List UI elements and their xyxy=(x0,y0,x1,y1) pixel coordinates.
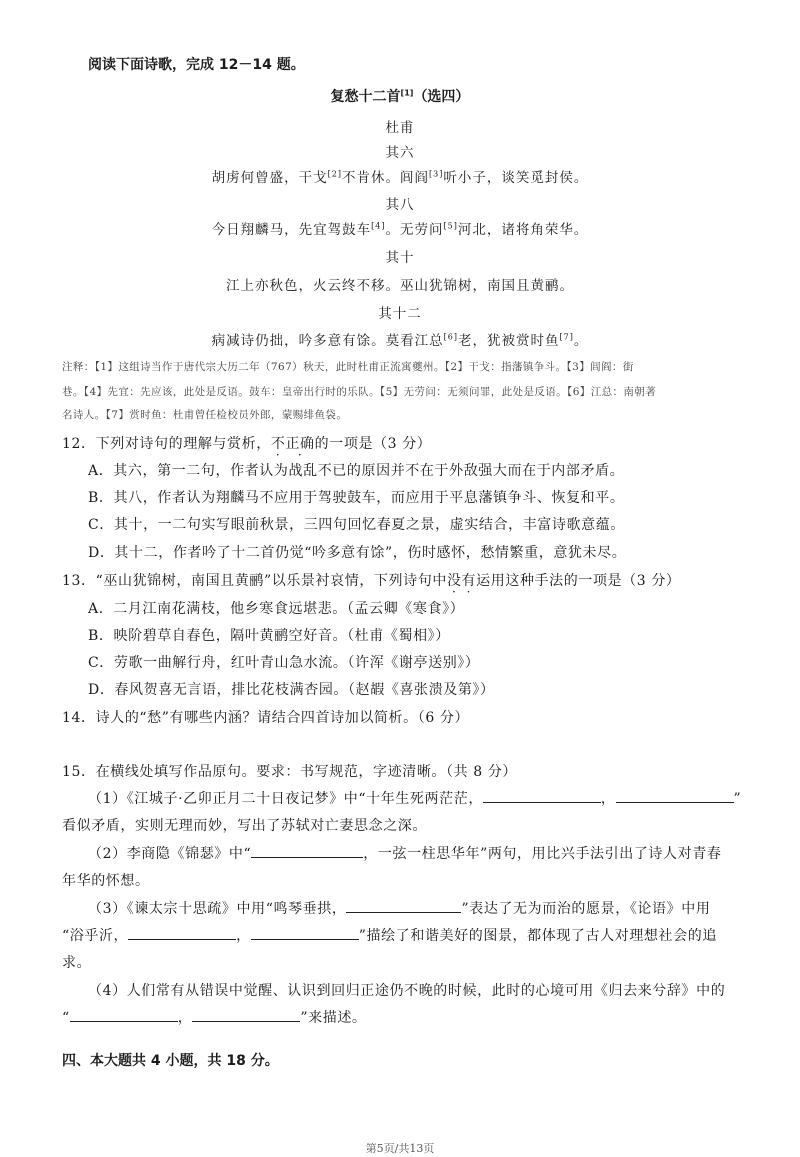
question-15-item-1: （1）《江城子·乙卯正月二十日夜记梦》中“十年生死两茫茫， ， ” xyxy=(88,788,741,808)
poem-title: 复愁十二首[1]（选四） xyxy=(330,88,470,105)
answer-blank[interactable] xyxy=(192,1007,300,1022)
question-15-item-4-cont: “ ， ”来描述。 xyxy=(62,1007,367,1027)
section-heading: 其十 xyxy=(385,250,415,266)
answer-blank[interactable] xyxy=(483,788,601,803)
question-13-stem: 13．“巫山犹锦树，南国且黄鹂”以乐景衬哀情，下列诗句中没有运用这种手法的一项是（3 分） xyxy=(62,573,681,589)
question-13-option-d: D．春风贺喜无言语，排比花枝满杏园。（赵嘏《喜张溃及第》） xyxy=(88,682,495,698)
question-13-option-b: B．映阶碧草自春色，隔叶黄鹂空好音。（杜甫《蜀相》） xyxy=(88,628,450,644)
answer-blank[interactable] xyxy=(251,843,363,858)
poem-author: 杜甫 xyxy=(385,120,415,136)
reading-instruction: 阅读下面诗歌，完成 12－14 题。 xyxy=(88,57,305,73)
answer-blank[interactable] xyxy=(70,1007,178,1022)
footnote-line: 巷。【4】先宜：先应该，此处是反语。鼓车：皇帝出行时的乐队。【5】无劳问：无须问罪，此处是反语。【6】江总：南朝著 xyxy=(62,386,657,398)
section-heading: 其六 xyxy=(385,145,415,161)
section-heading: 其十二 xyxy=(378,306,422,322)
answer-blank[interactable] xyxy=(251,925,359,940)
question-15-item-2: （2）李商隐《锦瑟》中“ ，一弦一柱思华年”两句，用比兴手法引出了诗人对青春 xyxy=(88,843,721,863)
question-15-item-3-cont: “浴乎沂， ， ”描绘了和谐美好的图景，都体现了古人对理想社会的追 xyxy=(62,925,717,945)
question-12-option-b: B．其八，作者认为翔麟马不应用于驾驶鼓车，而应用于平息藩镇争斗、恢复和平。 xyxy=(88,490,625,506)
footnote-line: 名诗人。【7】赏时鱼：杜甫曾任检校员外郎，蒙赐绯鱼袋。 xyxy=(62,409,348,421)
section-heading: 其八 xyxy=(385,197,415,213)
question-12-option-c: C．其十，一二句实写眼前秋景，三四句回忆春夏之景，虚实结合，丰富诗歌意蕴。 xyxy=(88,517,625,533)
poem-line: 江上亦秋色，火云终不移。巫山犹锦树，南国且黄鹂。 xyxy=(226,278,574,294)
question-15-stem: 15．在横线处填写作品原句。要求：书写规范，字迹清晰。（共 8 分） xyxy=(62,764,518,780)
question-15-item-3-end: 求。 xyxy=(62,955,92,971)
poem-line: 病减诗仍拙，吟多意有馀。莫看江总[6]老，犹被赏时鱼[7]。 xyxy=(211,332,589,349)
question-15-item-3: （3）《谏太宗十思疏》中用“鸣琴垂拱， ”表达了无为而治的愿景，《论语》中用 xyxy=(88,898,710,918)
question-14: 14．诗人的“愁”有哪些内涵？请结合四首诗加以简析。（6 分） xyxy=(62,710,470,726)
poem-line: 今日翔麟马，先宜驾鼓车[4]。无劳问[5]河北，诸将角荣华。 xyxy=(211,221,589,238)
poem-line: 胡虏何曾盛，干戈[2]不肯休。闾阎[3]听小子，谈笑觅封侯。 xyxy=(211,169,589,186)
answer-blank[interactable] xyxy=(128,925,236,940)
question-12-stem: 12．下列对诗句的理解与赏析，不正确的一项是（3 分） xyxy=(62,436,432,452)
answer-blank[interactable] xyxy=(346,898,461,913)
question-13-option-c: C．劳歌一曲解行舟，红叶青山急水流。（许浑《谢亭送别》） xyxy=(88,655,480,671)
question-15-item-1-cont: 看似矛盾，实则无理而妙，写出了苏轼对亡妻思念之深。 xyxy=(62,818,427,834)
answer-blank[interactable] xyxy=(616,788,734,803)
question-15-item-2-cont: 年华的怀想。 xyxy=(62,873,150,889)
section-4-heading: 四、本大题共 4 小题，共 18 分。 xyxy=(62,1053,279,1069)
question-12-option-d: D．其十二，作者吟了十二首仍觉“吟多意有馀”，伤时感怀，愁情繁重，意犹未尽。 xyxy=(88,545,627,561)
footnote-line: 注释：【1】这组诗当作于唐代宗大历二年（767）秋天，此时杜甫正流寓夔州。【2】干戈：指藩镇争斗。【3】闾阎：街 xyxy=(62,361,634,373)
question-13-option-a: A．二月江南花满枝，他乡寒食远堪悲。（孟云卿《寒食》） xyxy=(88,601,465,617)
page-footer: 第5页/共13页 xyxy=(365,1142,435,1155)
question-15-item-4: （4）人们常有从错误中觉醒、认识到回归正途仍不晚的时候，此时的心境可用《归去来兮辞》中的 xyxy=(88,983,726,999)
question-12-option-a: A．其六，第一二句，作者认为战乱不已的原因并不在于外敌强大而在于内部矛盾。 xyxy=(88,463,625,479)
